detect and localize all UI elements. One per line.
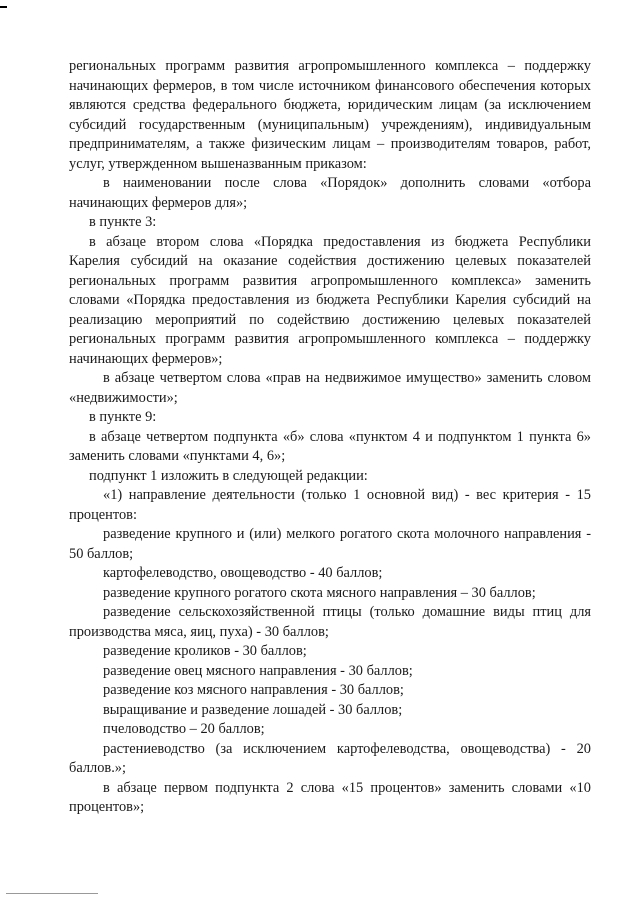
paragraph-subitem-2-amend: в абзаце первом подпункта 2 слова «15 процентов» заменить словами «10 процентов»;: [69, 779, 591, 815]
paragraph-item-3-para-2: в абзаце втором слова «Порядка предоставления из бюджета Республики Карелия субсидий на оказание содействия достижению целевых показателей региональных программ развития агропромышленного комплекса» заменить словами «Порядка предоставления из бюджета Республики Карелия субсидий на реализацию мероприятий по содействию достижению целевых показателей региональных программ развития агропромышленного комплекса – поддержку начинающих фермеров»;: [69, 233, 591, 367]
paragraph-item-3-heading: в пункте 3:: [89, 214, 157, 230]
list-item-poultry: разведение сельскохозяйственной птицы (только домашние виды птиц для производства мяса, яиц, пуха) - 30 баллов;: [69, 604, 591, 640]
list-item-beekeeping: пчеловодство – 20 баллов;: [103, 721, 265, 737]
footer-rule: [6, 893, 98, 894]
list-item-rabbits: разведение кроликов - 30 баллов;: [103, 643, 307, 659]
document-body: [69, 57, 591, 818]
list-item-dairy-cattle: разведение крупного и (или) мелкого рогатого скота молочного направления - 50 баллов;: [69, 526, 591, 562]
list-item-horses: выращивание и разведение лошадей - 30 баллов;: [103, 701, 403, 718]
page-corner-mark: [0, 6, 7, 8]
list-item-sheep: разведение овец мясного направления - 30 баллов;: [103, 662, 413, 679]
paragraph-item-9-sub-b: в абзаце четвертом подпункта «б» слова «пунктом 4 и подпунктом 1 пункта 6» заменить словами «пунктами 4, 6»;: [69, 428, 591, 464]
paragraph-item-3-para-4: в абзаце четвертом слова «прав на недвижимое имущество» заменить словом «недвижимости»;: [69, 370, 591, 406]
paragraph-subitem-1-heading: подпункт 1 изложить в следующей редакции:: [89, 467, 368, 484]
paragraph-intro-continuation: региональных программ развития агропромышленного комплекса – поддержку начинающих фермеров, в том числе источником финансового обеспечения которых являются средства федерального бюджета, юридическим лицам (за исключением субсидий государственным (муниципальным) учреждениям), индивидуальным предпринимателям, а также физическим лицам – производителям товаров, работ, услуг, утвержденном вышеназванным приказом:: [69, 58, 591, 172]
list-item-crop-production: растениеводство (за исключением картофелеводства, овощеводства) - 20 баллов.»;: [69, 740, 591, 776]
list-item-potato-vegetable: картофелеводство, овощеводство - 40 баллов;: [103, 565, 383, 581]
list-item-goats: разведение коз мясного направления - 30 баллов;: [103, 682, 404, 698]
list-item-beef-cattle: разведение крупного рогатого скота мясного направления – 30 баллов;: [103, 584, 536, 601]
paragraph-item-9-heading: в пункте 9:: [89, 409, 157, 425]
paragraph-amend-title: в наименовании после слова «Порядок» дополнить словами «отбора начинающих фермеров для»;: [69, 175, 591, 211]
paragraph-criterion-direction: «1) направление деятельности (только 1 основной вид) - вес критерия - 15 процентов:: [69, 487, 591, 523]
